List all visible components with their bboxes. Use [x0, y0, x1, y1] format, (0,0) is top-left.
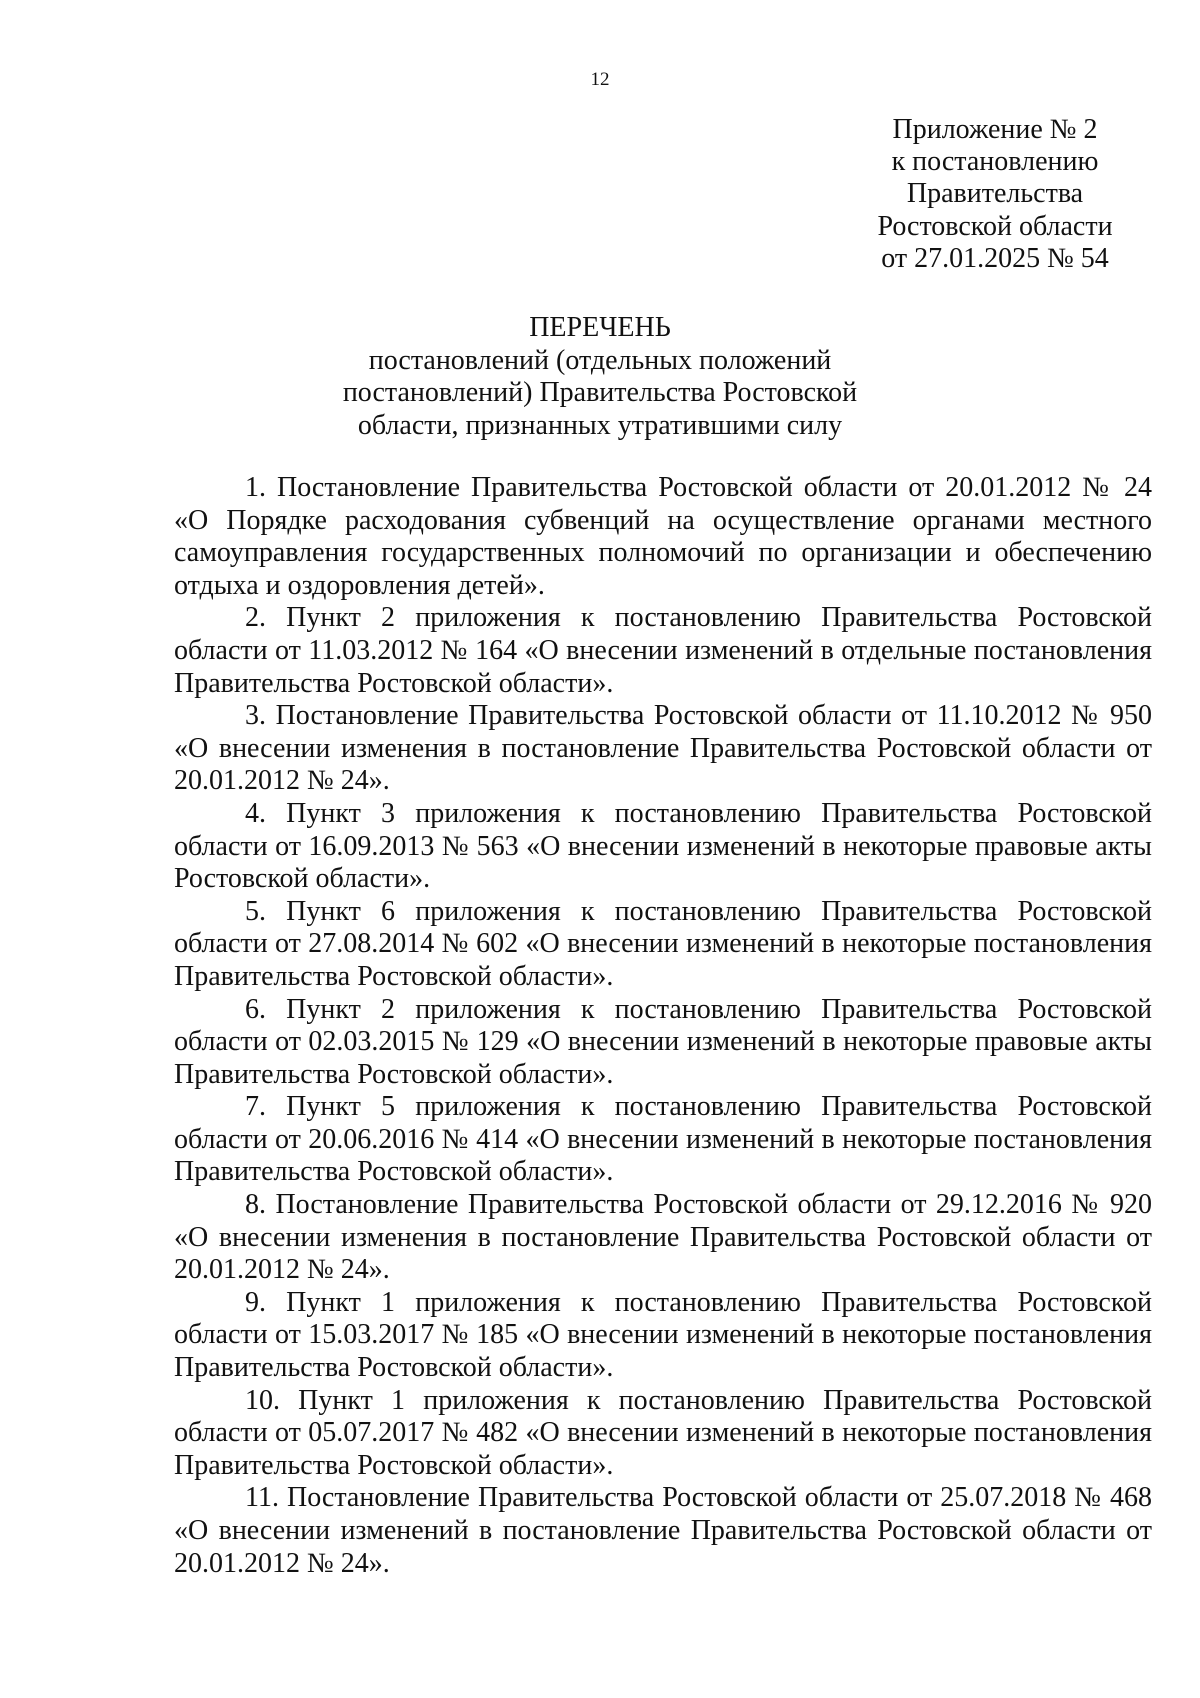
list-item: 8. Постановление Правительства Ростовской области от 29.12.2016 № 920 «О внесении изменения в постановление Правительства Ростовской области от 20.01.2012 № 24». [174, 1189, 1152, 1286]
appendix-line: от 27.01.2025 № 54 [881, 242, 1109, 274]
list-item: 9. Пункт 1 приложения к постановлению Правительства Ростовской области от 15.03.2017 № 185 «О внесении изменений в некоторые постановления Правительства Ростовской области». [174, 1286, 1152, 1384]
appendix-line: Ростовской области [877, 210, 1113, 242]
list-item: 2. Пункт 2 приложения к постановлению Правительства Ростовской области от 11.03.2012 № 164 «О внесении изменений в отдельные постановления Правительства Ростовской области». [174, 602, 1152, 699]
list-subtitle-line: области, признанных утратившими силу [357, 409, 843, 441]
page-number: 12 [590, 69, 610, 90]
list-item: 5. Пункт 6 приложения к постановлению Правительства Ростовской области от 27.08.2014 № 602 «О внесении изменений в некоторые постановления Правительства Ростовской области». [174, 895, 1152, 992]
list-subtitle-line: постановлений (отдельных положений [368, 344, 832, 376]
list-item: 3. Постановление Правительства Ростовской области от 11.10.2012 № 950 «О внесении изменения в постановление Правительства Ростовской области от 20.01.2012 № 24». [174, 700, 1152, 797]
appendix-line: Правительства [906, 178, 1084, 210]
list-item: 6. Пункт 2 приложения к постановлению Правительства Ростовской области от 02.03.2015 № 129 «О внесении изменений в некоторые правовые акты Правительства Ростовской области». [174, 993, 1152, 1090]
appendix-header [820, 114, 1170, 275]
list-item: 7. Пункт 5 приложения к постановлению Правительства Ростовской области от 20.06.2016 № 414 «О внесении изменений в некоторые постановления Правительства Ростовской области». [174, 1091, 1152, 1188]
list-item: 1. Постановление Правительства Ростовской области от 20.01.2012 № 24 «О Порядке расходования субвенций на осуществление органами местного самоуправления государственных полномочий по организации и обеспечению отдыха и оздоровления детей». [174, 472, 1152, 601]
list-subtitle-line: постановлений) Правительства Ростовской [342, 377, 858, 408]
appendix-line: к постановлению [891, 146, 1099, 178]
list-item: 10. Пункт 1 приложения к постановлению Правительства Ростовской области от 05.07.2017 № 482 «О внесении изменений в некоторые постановления Правительства Ростовской области». [174, 1384, 1152, 1481]
repealed-acts-list [174, 472, 1152, 1580]
list-item: 11. Постановление Правительства Ростовской области от 25.07.2018 № 468 «О внесении изменений в постановление Правительства Ростовской области от 20.01.2012 № 24». [174, 1482, 1152, 1579]
list-item: 4. Пункт 3 приложения к постановлению Правительства Ростовской области от 16.09.2013 № 563 «О внесении изменений в некоторые правовые акты Ростовской области». [174, 797, 1152, 895]
list-title [300, 312, 900, 442]
appendix-line: Приложение № 2 [892, 114, 1098, 145]
list-heading: ПЕРЕЧЕНЬ [529, 312, 671, 343]
